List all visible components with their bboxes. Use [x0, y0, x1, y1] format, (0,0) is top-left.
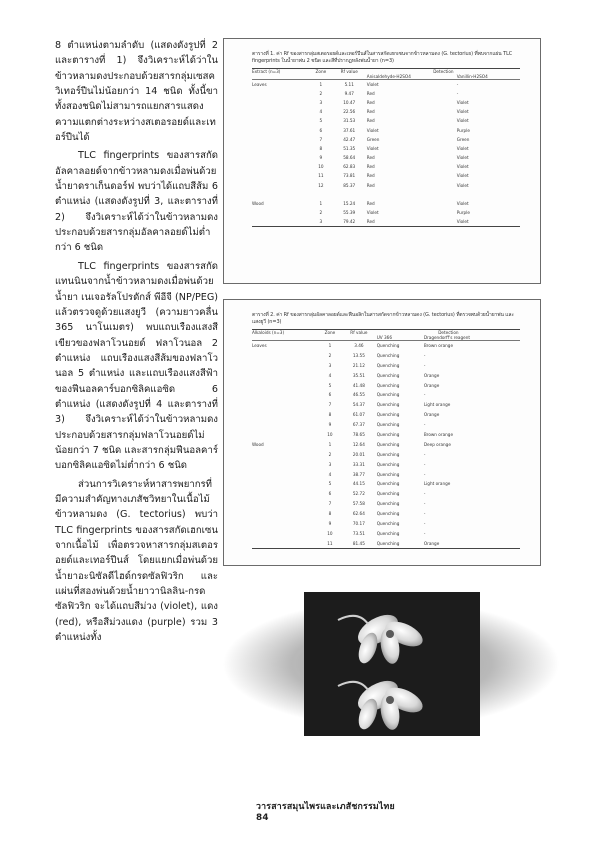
- table-cell: [252, 449, 319, 459]
- table-row: [252, 499, 520, 509]
- table-cell: [252, 153, 310, 162]
- table-cell: [252, 509, 319, 519]
- table-cell: [252, 171, 310, 180]
- table-cell: Violet: [456, 182, 469, 188]
- table-cell: -: [456, 81, 459, 87]
- table-cell: Orange: [423, 382, 440, 388]
- table-cell: 9: [328, 520, 332, 526]
- page-footer: วารสารสมุนไพรและเภสัชกรรมไทย 84: [256, 802, 395, 823]
- table-row: [252, 469, 520, 479]
- table-1: [252, 68, 520, 227]
- table-cell: 11: [319, 538, 341, 548]
- table-cell: 2: [319, 90, 323, 96]
- table-header: Detection: [377, 330, 520, 336]
- table-cell: Purple: [456, 210, 470, 216]
- table-cell: Quenching: [376, 372, 400, 378]
- table-cell: Green: [456, 136, 470, 142]
- table-cell: Wood: [252, 441, 264, 447]
- table-cell: Violet: [456, 173, 469, 179]
- table-2-body: [252, 341, 520, 549]
- table-cell: Green: [366, 136, 380, 142]
- table-cell: Red: [366, 99, 375, 105]
- table-row: [252, 479, 520, 489]
- table-cell: Violet: [366, 210, 379, 216]
- table-cell: 52.72: [352, 491, 365, 497]
- table-row: [252, 420, 520, 430]
- table-cell: [310, 190, 332, 199]
- table-cell: -: [423, 501, 426, 507]
- table-cell: Brown orange: [423, 431, 454, 437]
- table-2-inner: [252, 312, 520, 549]
- table-cell: -: [456, 90, 459, 96]
- table-cell: [252, 360, 319, 370]
- table-cell: 9.47: [344, 90, 354, 96]
- table-cell: 10: [327, 431, 333, 437]
- table-subheader: Anisaldehyde-H2SO4: [367, 74, 457, 80]
- table-cell: 61.07: [352, 412, 365, 418]
- table-cell: 13.55: [352, 352, 365, 358]
- table-cell: [252, 430, 319, 440]
- table-cell: 78.65: [352, 431, 365, 437]
- table-cell: [252, 162, 310, 171]
- table-row: [252, 171, 520, 180]
- table-cell: 1: [328, 343, 332, 349]
- table-cell: [252, 479, 319, 489]
- table-cell: 6: [319, 127, 323, 133]
- table-cell: Violet: [456, 145, 469, 151]
- table-cell: 62.64: [352, 511, 365, 517]
- table-cell: Violet: [456, 118, 469, 124]
- table-cell: Quenching: [376, 451, 400, 457]
- table-cell: 38.77: [352, 471, 365, 477]
- table-row: [252, 489, 520, 499]
- table-row: [252, 509, 520, 519]
- table-cell: [252, 190, 310, 199]
- table-cell: 6: [328, 392, 332, 398]
- table-cell: Leaves: [252, 81, 267, 87]
- table-cell: Quenching: [376, 431, 400, 437]
- table-cell: Light orange: [423, 402, 451, 408]
- table-cell: 2: [328, 451, 332, 457]
- table-cell: Quenching: [376, 412, 400, 418]
- table-row: [252, 181, 520, 190]
- table-cell: 5: [328, 382, 332, 388]
- table-cell: Violet: [457, 217, 520, 226]
- table-cell: 8: [328, 412, 332, 418]
- table-2-caption: ตารางที่ 2. ค่า Rf ของสารกลุ่มอัลคาลอยด์และฟีนอลิกในสารสกัดจากข้าวหลามดง (G. tectorius) ที่ตรวจพบด้วยน้ำยาพ่น และแสงยูวี (n=3): [252, 312, 514, 325]
- table-header: Rf value: [341, 330, 377, 336]
- table-cell: Red: [366, 90, 375, 96]
- table-row: [252, 135, 520, 144]
- table-cell: Quenching: [376, 461, 400, 467]
- table-cell: 58.64: [343, 155, 356, 161]
- table-row: [252, 439, 520, 449]
- table-cell: 12: [318, 182, 324, 188]
- table-cell: Violet: [366, 145, 379, 151]
- table-cell: 12.64: [352, 441, 365, 447]
- table-cell: Deep orange: [423, 441, 451, 447]
- table-header: Zone: [310, 69, 332, 75]
- table-cell: Quenching: [376, 392, 400, 398]
- table-cell: Red: [366, 164, 375, 170]
- table-cell: Brown orange: [423, 343, 454, 349]
- table-cell: [252, 89, 310, 98]
- table-cell: Quenching: [376, 343, 400, 349]
- table-cell: Quenching: [376, 511, 400, 517]
- table-cell: 3.46: [354, 343, 364, 349]
- table-row: [252, 190, 520, 199]
- table-cell: -: [423, 451, 426, 457]
- table-cell: 3: [328, 461, 332, 467]
- table-cell: 20.01: [352, 451, 365, 457]
- table-cell: Quenching: [376, 362, 400, 368]
- table-header: Rf value: [332, 69, 367, 75]
- table-cell: Quenching: [376, 520, 400, 526]
- table-cell: [252, 135, 310, 144]
- table-1-caption: ตารางที่ 1. ค่า Rf ของสารกลุ่มสเตอรอยด์และเทอร์ปีนส์ในสารสกัดเฮกเซนจากข้าวหลามดง (G. tectorius) ที่พบจากแผ่น TLC fingerprints ในน้ำยาพ่น 2 ชนิด และสีที่ปรากฏหลังพ่นน้ำยา (n=3): [252, 51, 513, 64]
- table-row: [252, 350, 520, 360]
- table-row: [252, 380, 520, 390]
- table-cell: Quenching: [376, 441, 400, 447]
- table-2: [252, 329, 520, 549]
- table-cell: 4: [328, 372, 332, 378]
- table-cell: [252, 489, 319, 499]
- table-cell: 79.42: [332, 217, 367, 226]
- table-row: [252, 153, 520, 162]
- table-row: [252, 80, 520, 89]
- table-header: Detection: [367, 69, 520, 75]
- table-cell: 67.37: [352, 422, 365, 428]
- table-cell: Orange: [423, 372, 440, 378]
- table-cell: Red: [366, 201, 375, 207]
- table-row: [252, 400, 520, 410]
- table-cell: 1: [328, 441, 332, 447]
- table-cell: 6: [328, 491, 332, 497]
- table-2-box: [223, 299, 541, 566]
- table-cell: 41.48: [352, 382, 365, 388]
- table-row: [252, 208, 520, 217]
- table-cell: [252, 116, 310, 125]
- table-cell: 73.81: [343, 173, 356, 179]
- table-row: [252, 410, 520, 420]
- table-cell: [252, 181, 310, 190]
- table-row: [252, 449, 520, 459]
- table-cell: [252, 459, 319, 469]
- table-cell: 55.39: [343, 210, 356, 216]
- table-cell: -: [423, 471, 426, 477]
- table-cell: Quenching: [376, 382, 400, 388]
- table-cell: -: [423, 422, 426, 428]
- table-cell: 35.51: [352, 372, 365, 378]
- table-row: [252, 89, 520, 98]
- paragraph: ส่วนการวิเคราะห์หาสารพยากรที่มีความสำคัญทางเภสัชวิทยาในเนื้อไม้ข้าวหลามดง (G. tectorius) พบว่า TLC fingerprints ของสารสกัดเฮกเซนจากเนื้อไม้ เพื่อตรวจหาสารกลุ่มสเตอรอยด์และเทอร์ปีนส์ โดยแยกเมื่อพ่นด้วยน้ำยาอะนิซัลดีไฮด์กรดซัลฟิวริก และแผ่นที่สองพ่นด้วยน้ำยาวานิลลิน-กรดซัลฟิวริก จะได้แถบสีม่วง (violet), แดง (red), หรือสีม่วงแดง (purple) รวม 3 ตำแหน่งทั้ง: [55, 478, 218, 644]
- table-cell: Quenching: [376, 471, 400, 477]
- table-cell: Orange: [423, 412, 440, 418]
- table-row: [252, 528, 520, 538]
- table-cell: 37.61: [343, 127, 356, 133]
- table-cell: Quenching: [376, 352, 400, 358]
- table-1-box: [223, 38, 541, 284]
- table-row: [252, 162, 520, 171]
- table-row: [252, 98, 520, 107]
- table-cell: 54.37: [352, 402, 365, 408]
- table-cell: 70.17: [352, 520, 365, 526]
- table-cell: 3: [328, 362, 332, 368]
- table-cell: Violet: [366, 127, 379, 133]
- table-cell: 1: [319, 201, 323, 207]
- table-row: [252, 199, 520, 208]
- table-row: [252, 107, 520, 116]
- table-cell: 44.15: [352, 481, 365, 487]
- table-cell: Quenching: [376, 501, 400, 507]
- table-cell: 2: [319, 210, 323, 216]
- table-cell: Red: [367, 217, 457, 226]
- table-cell: 9: [328, 422, 332, 428]
- table-cell: [332, 190, 367, 199]
- table-cell: [252, 538, 319, 548]
- table-cell: -: [423, 491, 426, 497]
- table-header: Alkaloids (n=3): [252, 330, 319, 336]
- table-cell: Quenching: [376, 530, 400, 536]
- table-cell: 46.55: [352, 392, 365, 398]
- table-cell: 81.45: [341, 538, 377, 548]
- table-cell: [252, 519, 319, 529]
- table-cell: 21.12: [352, 362, 365, 368]
- table-cell: [252, 98, 310, 107]
- table-1-body: [252, 80, 520, 227]
- paragraph: 8 ตำแหน่งตามลำดับ (แสดงดังรูปที่ 2 และตารางที่ 1) จึงวิเคราะห์ได้ว่าในข้าวหลามดงประกอบด้วยสารกลุ่มเซสควิเทอร์ปีนไม่น้อยกว่า 14 ชนิด ทั้งนี้ขาทั้งสองชนิดไม่สามารถแยกสารแสดงความแตกต่างระหว่างสเตอรอยด์และเทอร์ปีนได้: [55, 40, 218, 144]
- table-cell: [252, 125, 310, 134]
- table-cell: 1: [319, 81, 323, 87]
- table-row: [252, 390, 520, 400]
- table-cell: -: [423, 392, 426, 398]
- table-cell: [367, 190, 457, 199]
- table-cell: Violet: [456, 201, 469, 207]
- table-header: Zone: [319, 330, 341, 336]
- table-header: Extract (n=3): [252, 69, 310, 75]
- table-cell: Quenching: [376, 402, 400, 408]
- table-subheader: Dragendorff's reagent: [424, 335, 520, 341]
- table-cell: 7: [319, 136, 323, 142]
- table-cell: Quenching: [376, 491, 400, 497]
- flower-photo-figure: [218, 590, 564, 738]
- paragraph: TLC fingerprints ของสารสกัดอัลคาลอยด์จากข้าวหลามดงเมื่อพ่นด้วยน้ำยาดราเก็นดอร์ฟ พบว่าได้แถบสีส้ม 6 ตำแหน่ง (แสดงดังรูปที่ 3, และตารางที่ 2) จึงวิเคราะห์ได้ว่าในข้าวหลามดงประกอบด้วยสารกลุ่มอัลคาลอยด์ไม่ต่ำกว่า 6 ชนิด: [55, 150, 218, 254]
- table-cell: Red: [366, 109, 375, 115]
- table-cell: Violet: [456, 109, 469, 115]
- table-cell: 11: [318, 173, 324, 179]
- table-cell: Quenching: [377, 538, 424, 548]
- table-cell: Violet: [456, 155, 469, 161]
- table-cell: -: [423, 520, 426, 526]
- table-cell: [252, 217, 310, 226]
- table-cell: -: [423, 511, 426, 517]
- table-row: [252, 125, 520, 134]
- table-cell: 9: [319, 155, 323, 161]
- table-cell: 33.31: [352, 461, 365, 467]
- table-cell: Red: [366, 182, 375, 188]
- table-cell: 5: [328, 481, 332, 487]
- table-cell: -: [423, 352, 426, 358]
- table-row: [252, 459, 520, 469]
- table-cell: [252, 390, 319, 400]
- table-subheader: UV 366: [377, 335, 424, 341]
- table-cell: [252, 528, 319, 538]
- table-cell: 4: [319, 109, 323, 115]
- table-row: [252, 116, 520, 125]
- table-cell: [252, 469, 319, 479]
- table-row: [252, 538, 520, 548]
- table-cell: 7: [328, 402, 332, 408]
- table-cell: 5.11: [344, 81, 354, 87]
- table-row: [252, 370, 520, 380]
- table-subheader: Vanillin-H2SO4: [457, 74, 520, 80]
- table-cell: 8: [328, 511, 332, 517]
- table-cell: Orange: [424, 538, 520, 548]
- table-cell: 15.24: [343, 201, 356, 207]
- table-cell: Quenching: [376, 422, 400, 428]
- table-cell: 7: [328, 501, 332, 507]
- body-text-column: [55, 38, 218, 645]
- table-cell: 57.58: [352, 501, 365, 507]
- table-cell: -: [423, 530, 426, 536]
- table-cell: Red: [366, 118, 375, 124]
- table-cell: -: [423, 461, 426, 467]
- table-row: [252, 144, 520, 153]
- table-cell: 5: [319, 118, 323, 124]
- table-cell: 4: [328, 471, 332, 477]
- table-cell: 85.37: [343, 182, 356, 188]
- table-1-inner: [252, 51, 520, 227]
- table-cell: [252, 107, 310, 116]
- table-cell: [252, 499, 319, 509]
- table-cell: [252, 410, 319, 420]
- table-cell: Light orange: [423, 481, 451, 487]
- table-cell: Red: [366, 173, 375, 179]
- table-cell: 3: [310, 217, 332, 226]
- table-row: [252, 519, 520, 529]
- table-cell: 3: [319, 99, 323, 105]
- table-cell: -: [423, 362, 426, 368]
- table-row: [252, 360, 520, 370]
- table-cell: 62.83: [343, 164, 356, 170]
- table-row: [252, 217, 520, 226]
- table-cell: Violet: [456, 99, 469, 105]
- table-cell: 42.47: [343, 136, 356, 142]
- table-cell: 10.47: [343, 99, 356, 105]
- table-cell: [457, 190, 520, 199]
- table-cell: [252, 370, 319, 380]
- table-cell: Violet: [366, 81, 379, 87]
- table-cell: [252, 208, 310, 217]
- table-cell: [252, 144, 310, 153]
- table-cell: [252, 350, 319, 360]
- table-cell: 73.51: [352, 530, 365, 536]
- table-cell: Wood: [252, 201, 264, 207]
- table-cell: 8: [319, 145, 323, 151]
- table-cell: Violet: [456, 164, 469, 170]
- table-cell: 10: [318, 164, 324, 170]
- table-cell: Quenching: [376, 481, 400, 487]
- paragraph: TLC fingerprints ของสารสกัดแทนนินจากน้ำข้าวหลามดงเมื่อพ่นด้วยน้ำยา เนเจอรัลโปรดักส์ พีอีจี (NP/PEG) แล้วตรวจดูด้วยแสงยูวี (ความยาวคลื่น 365 นาโนเมตร) พบแถบเรืองแสงสีเขียวของฟลาโวนอยด์ ฟลาโวนอล 2 ตำแหน่ง แถบเรืองแสงสีส้มของฟลาโวนอล 5 ตำแหน่ง และแถบเรืองแสงสีฟ้าของฟีนอลคาร์บอกซิลิคแอซิด 6 ตำแหน่ง (แสดงดังรูปที่ 4 และตารางที่ 3) จึงวิเคราะห์ได้ว่าในข้าวหลามดงประกอบด้วยสารกลุ่มฟลาโวนอยด์ไม่น้อยกว่า 7 ชนิด และสารกลุ่มฟีนอลคาร์บอกซิลิคแอซิดไม่ต่ำกว่า 6 ชนิด: [55, 260, 218, 472]
- table-cell: [252, 400, 319, 410]
- table-cell: Purple: [456, 127, 470, 133]
- table-cell: 10: [327, 530, 333, 536]
- table-cell: 22.56: [343, 109, 356, 115]
- table-cell: [252, 380, 319, 390]
- table-cell: 31.53: [343, 118, 356, 124]
- table-row: [252, 430, 520, 440]
- table-cell: Leaves: [252, 343, 267, 349]
- table-cell: [252, 420, 319, 430]
- table-row: [252, 341, 520, 351]
- table-cell: 2: [328, 352, 332, 358]
- flower-photo-illustration: [218, 590, 564, 738]
- table-cell: 51.35: [343, 145, 356, 151]
- table-cell: Red: [366, 155, 375, 161]
